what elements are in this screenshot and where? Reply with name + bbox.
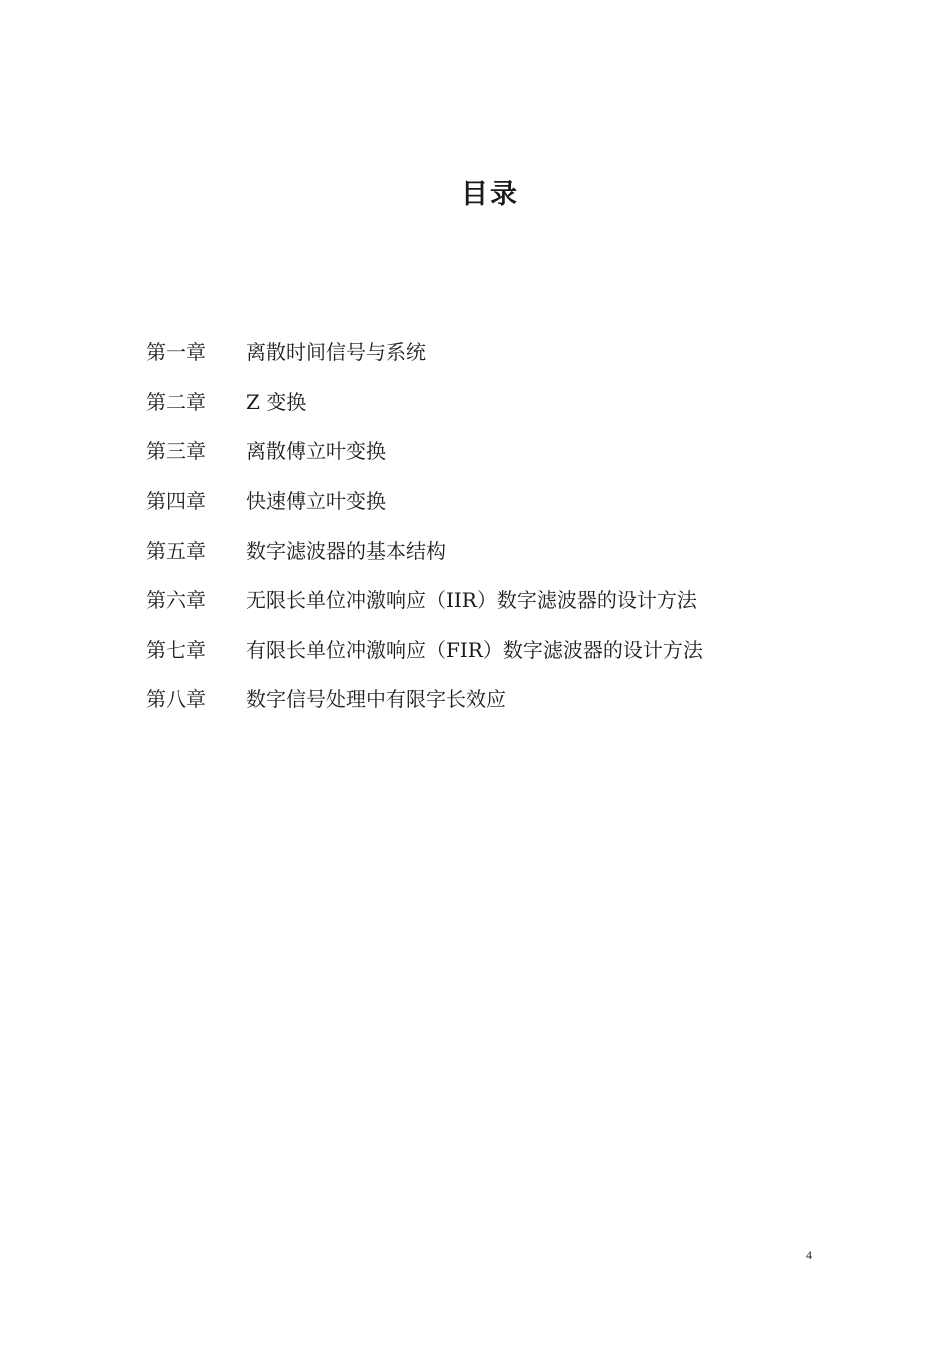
chapter-title: 有限长单位冲激响应（FIR）数字滤波器的设计方法 — [246, 637, 703, 662]
chapter-label: 第二章 — [146, 389, 206, 414]
chapter-label: 第八章 — [146, 687, 206, 712]
chapter-title: 离散傅立叶变换 — [246, 439, 386, 464]
chapter-title: 离散时间信号与系统 — [246, 340, 426, 365]
chapter-label: 第六章 — [146, 588, 206, 613]
toc-entry-2[interactable] — [146, 376, 703, 426]
toc-entry-6[interactable] — [146, 574, 703, 624]
page-title: 目录 — [461, 179, 519, 210]
chapter-label: 第一章 — [146, 340, 206, 365]
toc-entry-5[interactable] — [146, 524, 703, 574]
chapter-title: 无限长单位冲激响应（IIR）数字滤波器的设计方法 — [246, 588, 697, 613]
toc-entry-1[interactable] — [146, 326, 703, 376]
toc-entry-4[interactable] — [146, 475, 703, 525]
table-of-contents — [146, 326, 703, 723]
chapter-label: 第三章 — [146, 439, 206, 464]
chapter-title: 快速傅立叶变换 — [246, 489, 386, 514]
chapter-label: 第七章 — [146, 637, 206, 662]
chapter-title: Z 变换 — [246, 389, 307, 414]
chapter-title: 数字滤波器的基本结构 — [246, 538, 446, 563]
chapter-label: 第四章 — [146, 489, 206, 514]
chapter-label: 第五章 — [146, 538, 206, 563]
chapter-title: 数字信号处理中有限字长效应 — [246, 687, 506, 712]
toc-entry-3[interactable] — [146, 425, 703, 475]
toc-entry-7[interactable] — [146, 624, 703, 674]
toc-entry-8[interactable] — [146, 673, 703, 723]
page-number: 4 — [806, 1248, 812, 1262]
